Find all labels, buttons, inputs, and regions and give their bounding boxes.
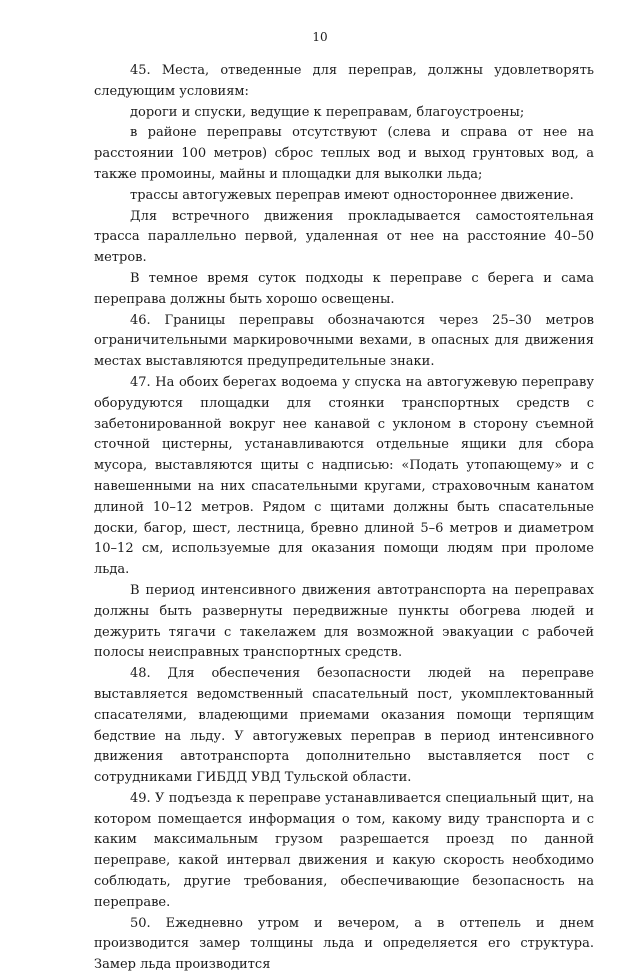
paragraph-45: 45. Места, отведенные для переправ, должны удовлетворять следующим условиям: [94,63,594,99]
paragraph-49: 49. У подъезда к переправе устанавливается специальный щит, на котором помещается информация о том, какому виду транспорта и с каким максимальным грузом разрешается проезд по данной переправе, какой интервал движения и какую скорость необходимо соблюдать, другие требования, обеспечивающие безопасность на переправе. [94,790,594,910]
paragraph-46: 46. Границы переправы обозначаются через 25–30 метров ограничительными маркировочными вехами, в опасных для движения местах выставляются предупредительные знаки. [94,312,594,370]
paragraph-50: 50. Ежедневно утром и вечером, а в оттепель и днем производится замер толщины льда и определяется его структура. Замер льда производится [94,915,594,973]
list-item-no-warm-water: в районе переправы отсутствуют (слева и справа от нее на расстоянии 100 метров) сброс теплых вод и выход грунтовых вод, а также промоины, майны и площадки для выколки льда; [94,125,594,182]
list-item-one-way-traffic: трассы автогужевых переправ имеют одностороннее движение. [130,187,574,203]
paragraph-oncoming-traffic: Для встречного движения прокладывается самостоятельная трасса параллельно первой, удаленная от нее на расстояние 40–50 метров. [94,208,594,266]
paragraph-47: 47. На обоих берегах водоема у спуска на автогужевую переправу оборудуются площадки для стоянки транспортных средств с забетонированной вокруг нее канавой с уклоном в сторону съемной сточной цистерны, устанавливаются отдельные ящики для сбора мусора, выставляются щиты с надписью: «Подать утопающему» и с навешенными на них спасательными кругами, страховочным канатом длиной 10–12 метров. Рядом с щитами должны быть спасательные доски, багор, шест, лестница, бревно длиной 5–6 метров и диаметром 10–12 см, используемые для оказания помощи людям при проломе льда. [94,374,594,578]
page-number: 10 [312,30,328,44]
paragraph-48: 48. Для обеспечения безопасности людей на переправе выставляется ведомственный спасательный пост, укомплектованный спасателями, владеющими приемами оказания помощи терпящим бедствие на льду. У автогужевых переправ в период интенсивного движения автотранспорта дополнительно выставляется пост с сотрудниками ГИБДД УВД Тульской области. [94,666,594,786]
document-body [94,61,594,976]
list-item-roads: дороги и спуски, ведущие к переправам, благоустроены; [130,104,525,120]
paragraph-night-lighting: В темное время суток подходы к переправе с берега и сама переправа должны быть хорошо освещены. [94,270,594,307]
paragraph-heating-points: В период интенсивного движения автотранспорта на переправах должны быть развернуты передвижные пункты обогрева людей и дежурить тягачи с такелажем для возможной эвакуации с рабочей полосы неисправных транспортных средств. [94,582,594,661]
